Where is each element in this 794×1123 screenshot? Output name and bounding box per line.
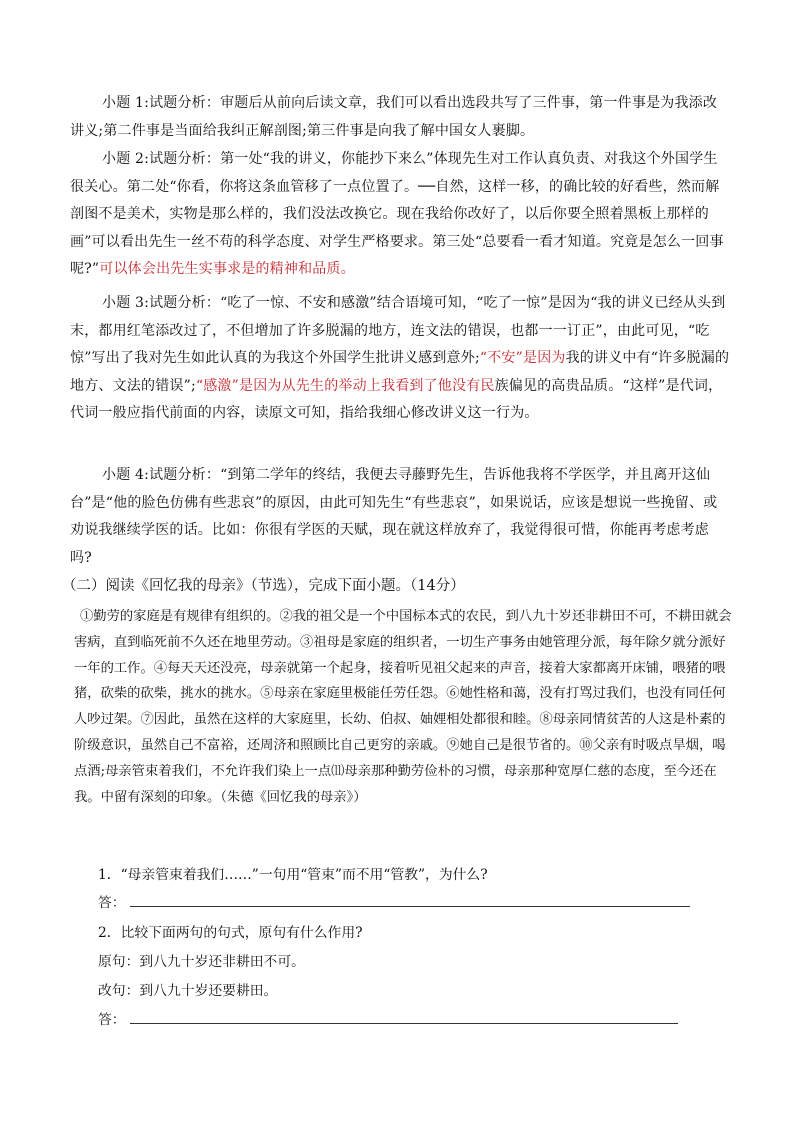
revised-text: 到八九十岁还要耕田。 bbox=[139, 983, 278, 999]
analysis-q4-text: “到第二学年的终结，我便去寻藤野先生，告诉他我将不学医学，并且离开这仙台”是“他的脸色仿佛有些悲哀”的原因，由此可知先生“有些悲哀”，如果说话，应该是想说一些挽留、或劝说我继续学医的话。比如：你很有学医的天赋，现在就这样放弃了，我觉得很可惜，你能再考虑考虑吗? bbox=[70, 467, 718, 566]
answer-label-2: 答： bbox=[98, 1012, 126, 1028]
original-text: 到八九十岁还非耕田不可。 bbox=[139, 954, 305, 970]
original-sentence bbox=[98, 951, 305, 973]
original-label: 原句： bbox=[98, 954, 140, 970]
question-2: 2．比较下面两句的句式，原句有什么作用? bbox=[98, 925, 363, 941]
revised-label: 改句： bbox=[98, 983, 140, 999]
analysis-q2 bbox=[70, 146, 730, 284]
analysis-q4-label: 小题 4:试题分析： bbox=[102, 467, 221, 483]
section-title: （二）阅读《回忆我的母亲》（节选），完成下面小题。（14分） bbox=[62, 578, 465, 594]
answer-blank-1[interactable] bbox=[130, 905, 690, 907]
analysis-q3-highlight1: “不安”是因为 bbox=[479, 350, 566, 366]
analysis-q2-text: 第一处“我的讲义，你能抄下来么”体现先生对工作认真负责、对我这个外国学生很关心。第二处“你看，你将这条血管移了一点位置了。──自然，这样一移，的确比较的好看些，然而解剖图不是美术，实物是那么样的，我们没法改换它。现在我给你改好了，以后你要全照着黑板上那样的画”可以看出先生一丝不苟的科学态度、对学生严格要求。第三处“总要看一看才知道。究竟是怎么一回事呢?” bbox=[70, 151, 724, 277]
analysis-q1 bbox=[70, 90, 730, 145]
analysis-q4 bbox=[70, 462, 730, 572]
answer-label-1: 答： bbox=[98, 895, 126, 911]
revised-sentence bbox=[98, 980, 277, 1002]
analysis-q1-text: 审题后从前向后读文章，我们可以看出选段共写了三件事，第一件事是为我添改讲义;第二件事是当面给我纠正解剖图;第三件事是向我了解中国女人裹脚。 bbox=[70, 95, 718, 139]
analysis-q3-text2: 我的讲义中有“许多脱漏的地方、文法的错误”; bbox=[70, 350, 730, 394]
analysis-q3-label: 小题 3:试题分析： bbox=[102, 295, 221, 311]
question-1: 1．“母亲管束着我们……”一句用“管束”而不用“管教”，为什么? bbox=[98, 867, 488, 883]
analysis-q3-text3: 族偏见的高贵品质。“这样”是代词，代词一般应指代前面的内容，读原文可知，指给我细心修改讲义这一行为。 bbox=[70, 377, 723, 421]
analysis-q3-text1: “吃了一惊、不安和感激”结合语境可知，“吃了一惊”是因为“我的讲义已经从头到末，都用红笔添改过了，不但增加了许多脱漏的地方，连文法的错误，也都一一订正”，由此可见，“吃惊”写出了我对先生如此认真的为我这个外国学生批讲义感到意外; bbox=[70, 295, 726, 366]
analysis-q3-highlight2: “感激”是因为从先生的举动上我看到了他没有民 bbox=[195, 377, 495, 394]
analysis-q3 bbox=[70, 290, 730, 428]
analysis-q2-highlight: 可以体会出先生实事求是的精神和品质。 bbox=[99, 261, 355, 277]
analysis-q2-label: 小题 2:试题分析： bbox=[102, 151, 221, 167]
excerpt-text: ①勤劳的家庭是有规律有组织的。②我的祖父是一个中国标本式的农民，到八九十岁还非耕田不可，不耕田就会害病，直到临死前不久还在地里劳动。③祖母是家庭的组织者，一切生产事务由她管理分派，每年除夕就分派好一年的工作。④每天天还没亮，母亲就第一个起身，接着听见祖父起来的声音，接着大家都离开床铺，喂猪的喂猪，砍柴的砍柴，挑水的挑水。⑤母亲在家庭里极能任劳任怨。⑥她性格和蔼，没有打骂过我们，也没有同任何人吵过架。⑦因此，虽然在这样的大家庭里，长幼、伯叔、妯娌相处都很和睦。⑧母亲同情贫苦的人这是朴素的阶级意识，虽然自己不富裕，还周济和照顾比自己更穷的亲戚。⑨她自己是很节省的。⑩父亲有时吸点旱烟，喝点酒;母亲管束着我们，不允许我们染上一点⑾母亲那种勤劳俭朴的习惯，母亲那种宽厚仁慈的态度，至今还在我。中留有深刻的印象。（朱德《回忆我的母亲》） bbox=[74, 609, 732, 805]
answer-blank-2[interactable] bbox=[130, 1022, 678, 1024]
answer-line-1 bbox=[98, 892, 690, 914]
analysis-q1-label: 小题 1:试题分析： bbox=[102, 95, 221, 111]
answer-line-2 bbox=[98, 1009, 678, 1031]
